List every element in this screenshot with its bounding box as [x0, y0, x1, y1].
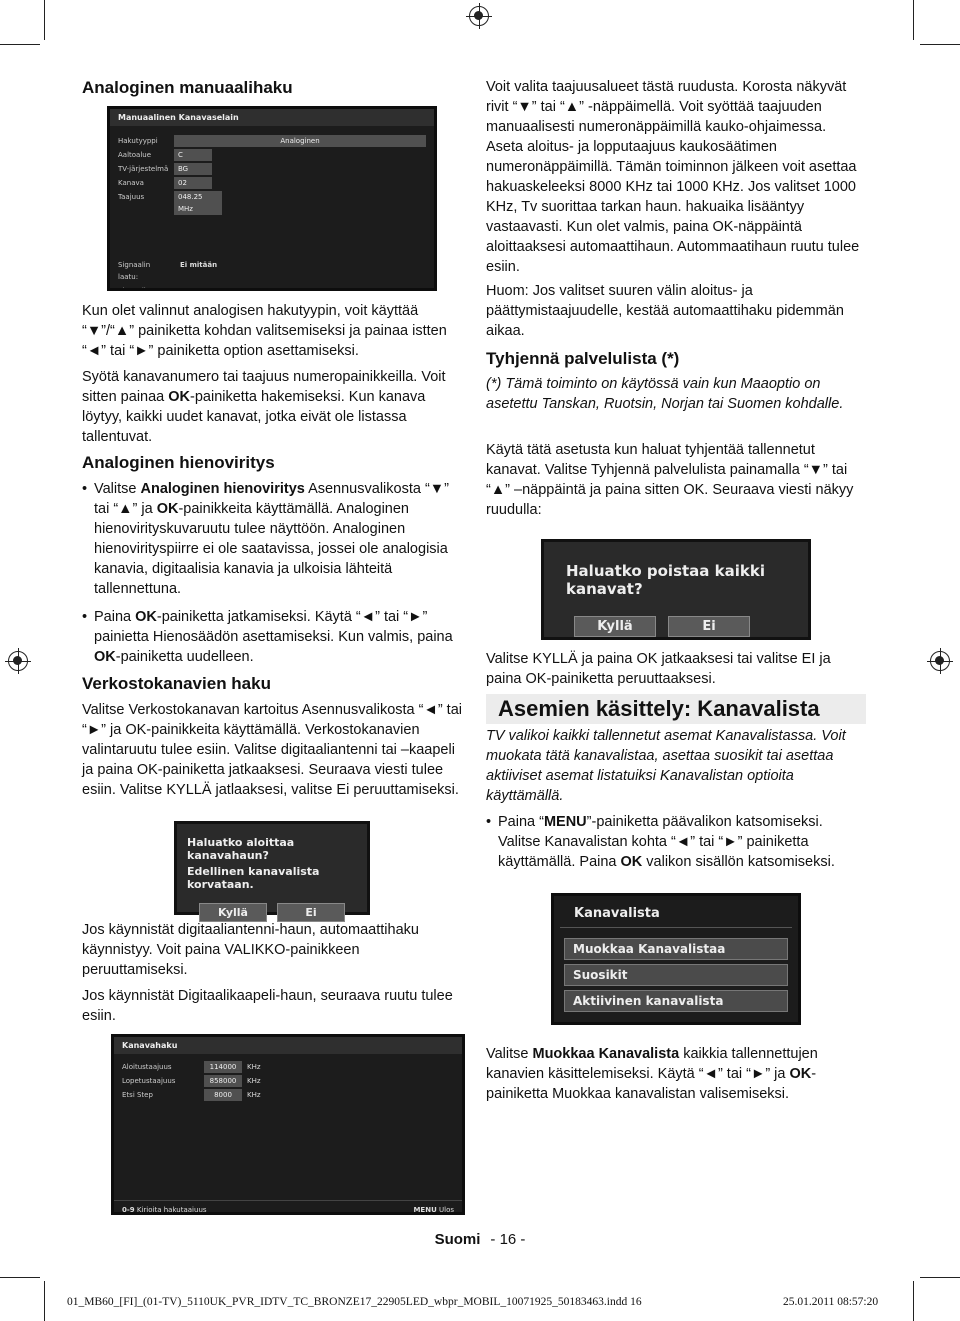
- menu-item-edit-channel-list[interactable]: Muokkaa Kanavalistaa: [564, 938, 788, 960]
- screen-row: TV-järjestelmä BG: [110, 162, 434, 176]
- paragraph: Jos käynnistät digitaaliantenni-haun, automaattihaku käynnistyy. Voit paina VALIKKO-painikkeen peruuttamiseksi.: [82, 922, 419, 978]
- paragraph: Käytä tätä asetusta kun haluat tyhjentää tallennetut kanavat. Valitse Tyhjennä palvelulista painamalla “▼” tai “▲” –näppäintä ja paina sitten OK. Seuraava viesti näkyy ruudulla:: [486, 442, 854, 518]
- crop-mark: [0, 1277, 40, 1278]
- paragraph: Valitse Muokkaa Kanavalista kaikkia tallennettujen kanavien käsittelemiseksi. Käytä “◄” tai “►” ja OK-painiketta Muokkaa kanavalistan valisemiseksi.: [486, 1046, 818, 1102]
- menu-item-favourites[interactable]: Suosikit: [564, 964, 788, 986]
- dialog-clear-channels: [541, 539, 811, 640]
- dialog-text: Haluatko aloittaa kanavahaun?: [187, 836, 295, 862]
- screen-cable-search: [111, 1034, 465, 1215]
- screen-footer: 0-9 Kirjoita hakutaajuus MENU Ulos: [114, 1200, 462, 1215]
- screen-row: Taajuus 048.25 MHz: [110, 190, 434, 216]
- paragraph: TV valikoi kaikki tallennetut asemat Kanavalistassa. Voit muokata tätä kanavalistaa, asettaa suosikit tai asettaa aktiiviset asemat listatuiksi Kanavalistan optioita käyttämällä.: [486, 728, 846, 804]
- dialog-text: Edellinen kanavalista korvataan.: [187, 865, 320, 891]
- paragraph: (*) Tämä toiminto on käytössä vain kun Maaoptio on asetettu Tanskan, Ruotsin, Norjan tai Suomen kohdalle.: [486, 376, 844, 412]
- screen-row: Etsi Step 8000 KHz: [122, 1091, 261, 1099]
- heading-station-management: Asemien käsittely: Kanavalista: [486, 694, 866, 724]
- bullet-item: • Paina “MENU”-painiketta päävalikon katsomiseksi. Valitse Kanavalistan kohta “◄” tai “►” painiketta käyttämällä. Paina OK valikon sisällön katsomiseksi.: [486, 814, 835, 870]
- paragraph: Voit valita taajuusalueet tästä ruudusta. Korosta näkyvät rivit “▼” tai “▲” -näppäimellä. Voit syöttää taajuuden manuaalisesti numeronäppäimillä kauko-ohjaimessa. Aseta aloitus- ja lopputaajuus kaukosäätimen numeronäppäimillä. Tämän toiminnon jälkeen voit asettaa hakuaskeleeksi 8000 KHz tai 1000 KHz. Jos valitset 1000 KHz, Tv suorittaa tarkan haun. hakuaika lisääntyy vastaavasti. Kun olet valmis, paina OK-näppäintä aloittaaksesi automaattihaun. Autommaatihaun ruutu tulee esiin.: [486, 79, 860, 275]
- screen-row: Kanava 02: [110, 176, 434, 190]
- crop-mark: [913, 1281, 914, 1321]
- screen-manual-search: [107, 106, 437, 291]
- paragraph: Valitse KYLLÄ ja paina OK jatkaaksesi tai valitse EI ja paina OK-painiketta peruuttaaksesi.: [486, 651, 831, 687]
- yes-button[interactable]: Kyllä: [199, 903, 267, 922]
- crop-mark: [0, 44, 40, 45]
- crop-mark: [913, 0, 914, 40]
- paragraph: Syötä kanavanumero tai taajuus numeropainikkeilla. Voit sitten painaa OK-painiketta hakemiseksi. Kun kanava löytyy, kaikki uudet kanavat, jotka eivät ole listassa tallentuvat.: [82, 369, 446, 445]
- bullet-item: • Paina OK-painiketta jatkamiseksi. Käytä “◄” tai “►” painietta Hienosäädön asettamiseksi. Kun valmis, paina OK-painiketta uudelleen.: [82, 609, 453, 665]
- print-date: 25.01.2011 08:57:20: [783, 1296, 879, 1308]
- screen-row: Aaltoalue C: [110, 148, 434, 162]
- paragraph: Huom: Jos valitset suuren välin aloitus- ja päättymistaajuudelle, kestää automaattihaku pidemmän aikaa.: [486, 283, 844, 339]
- screen-channel-list-menu: [551, 893, 801, 1025]
- signal-level-row: Signaalin taso:: [110, 284, 434, 291]
- heading-network-search: Verkostokanavien haku: [82, 674, 271, 693]
- footer-language: Suomi: [434, 1231, 481, 1248]
- no-button[interactable]: Ei: [277, 903, 345, 922]
- paragraph: Jos käynnistät Digitaalikaapeli-haun, seuraava ruutu tulee esiin.: [82, 988, 453, 1024]
- bullet-item: • Valitse Analoginen hienoviritys Asennusvalikosta “▼” tai “▲” ja OK-painikkeita käyttämällä. Analoginen hienovirityskuvaruutu tulee näyttöön. Analoginen hienovirityspiirre ei ole saatavissa, jossei ole analogisia kanavia, digitaalisia kanavia ja ulkoisia lähteitä tallennettuna.: [82, 481, 449, 597]
- paragraph: Valitse Verkostokanavan kartoitus Asennusvalikosta “◄” tai “►” ja OK-painikkeita käyttämällä. Verkostokanavien valintaruutu tulee esiin. Valitse digitaaliantenni tai –kaapeli ja paina OK-painiketta jatkaaksesi. Seuraava viesti tulee esiin. Valitse KYLLÄ jatlaaksesi, valitse Ei peruuttamiseksi.: [82, 702, 462, 798]
- page-footer: [0, 1231, 960, 1248]
- no-button[interactable]: Ei: [668, 616, 750, 637]
- screen-title: Kanavahaku: [114, 1037, 462, 1054]
- registration-mark-icon: [469, 6, 489, 26]
- yes-button[interactable]: Kyllä: [574, 616, 656, 637]
- dialog-text: Haluatko poistaa kaikki kanavat?: [566, 562, 765, 598]
- screen-row: Lopetustaajuus 858000 KHz: [122, 1077, 261, 1085]
- dialog-start-scan: [174, 821, 370, 919]
- crop-mark: [920, 44, 960, 45]
- heading-clear-service-list: Tyhjennä palvelulista (*): [486, 349, 680, 368]
- paragraph: Kun olet valinnut analogisen hakutyypin, voit käyttää “▼”/“▲” painiketta kohdan valitsemiseksi ja painaa istten “◄” tai “►” painiketta option asettamiseksi.: [82, 303, 447, 359]
- screen-row: Hakutyyppi Analoginen: [110, 134, 434, 148]
- menu-item-active-channel-list[interactable]: Aktiivinen kanavalista: [564, 990, 788, 1012]
- print-slug: 01_MB60_[FI]_(01-TV)_5110UK_PVR_IDTV_TC_BRONZE17_22905LED_wbpr_MOBIL_10071925_50183463.indd 16: [67, 1296, 642, 1308]
- crop-mark: [44, 1281, 45, 1321]
- registration-mark-icon: [8, 651, 28, 671]
- registration-mark-icon: [930, 651, 950, 671]
- screen-title: Manuaalinen Kanavaselain: [110, 109, 434, 126]
- signal-quality-row: Signaalin laatu: Ei mitään: [118, 261, 218, 281]
- menu-title: Kanavalista: [560, 896, 792, 928]
- heading-analog-manual: Analoginen manuaalihaku: [82, 78, 293, 97]
- screen-row: Aloitustaajuus 114000 KHz: [122, 1063, 261, 1071]
- page-number: - 16 -: [490, 1231, 526, 1248]
- heading-analog-fine-tuning: Analoginen hienoviritys: [82, 453, 275, 472]
- crop-mark: [920, 1277, 960, 1278]
- crop-mark: [44, 0, 45, 40]
